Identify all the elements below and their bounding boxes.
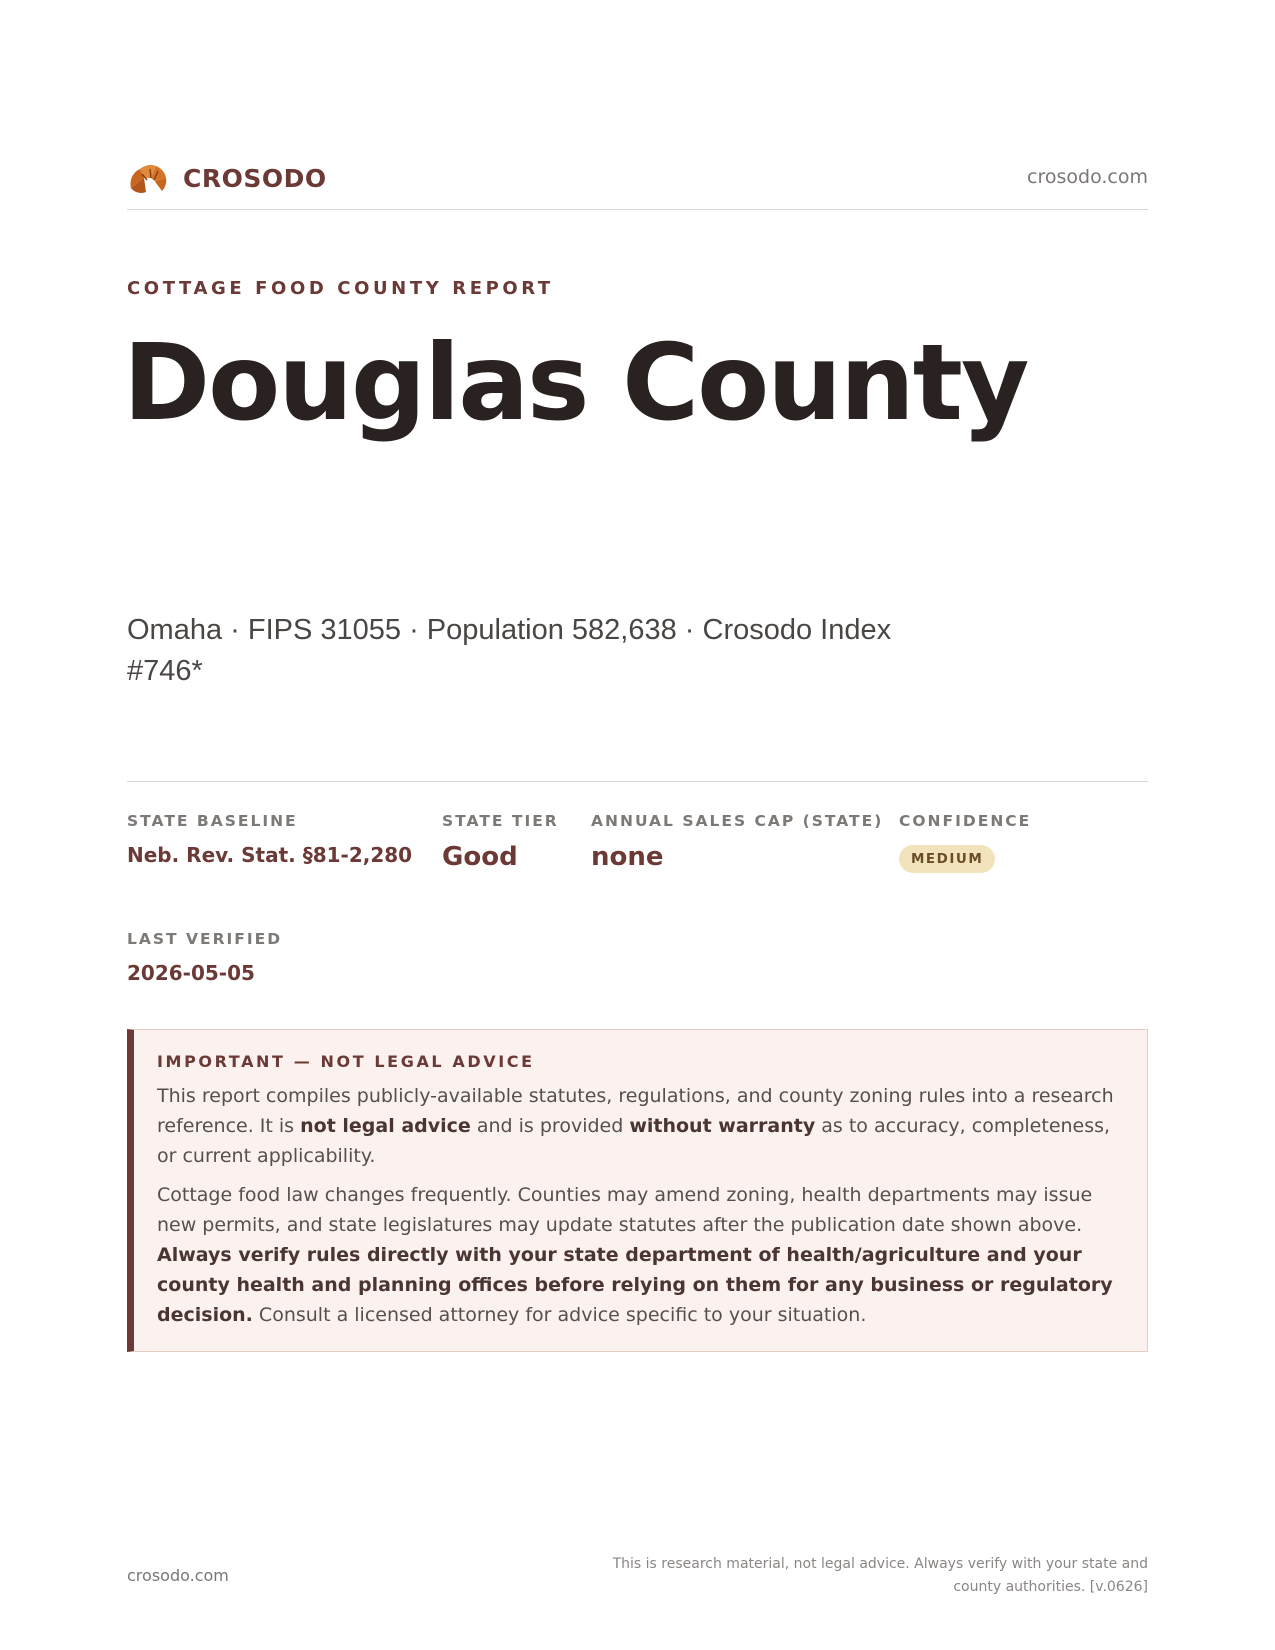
confidence-badge: MEDIUM	[899, 845, 995, 873]
field-label: CONFIDENCE	[899, 812, 1032, 830]
brand-name: CROSODO	[183, 163, 327, 193]
notice-text: This report compiles publicly-available statutes, regulations, and county zoning rules into a research reference. It is	[157, 1085, 1114, 1137]
report-subtitle: Omaha · FIPS 31055 · Population 582,638 · Crosodo Index #746*	[127, 614, 892, 687]
field-value: 2026-05-05	[127, 961, 255, 985]
field-last-verified	[127, 930, 282, 985]
page-header	[127, 158, 1148, 210]
brand[interactable]	[127, 158, 327, 198]
croissant-icon	[127, 158, 169, 198]
header-site-link[interactable]: crosodo.com	[1027, 166, 1148, 188]
field-label: STATE TIER	[442, 812, 559, 830]
notice-emphasis: without warranty	[629, 1115, 816, 1137]
field-value: none	[591, 842, 664, 872]
footer-site-link[interactable]: crosodo.com	[127, 1566, 229, 1585]
page-title: Douglas County	[123, 322, 1028, 444]
notice-emphasis: Always verify rules directly with your state department of health/agriculture and your county health and planning offices before relying on them for any business or regulatory decision.	[157, 1244, 1113, 1326]
field-label: ANNUAL SALES CAP (STATE)	[591, 812, 884, 830]
field-value: Neb. Rev. Stat. §81-2,280	[127, 843, 413, 867]
field-confidence	[899, 812, 1031, 873]
notice-paragraph-2	[157, 1180, 1123, 1330]
field-state-tier	[442, 812, 559, 872]
notice-text: as to accuracy, completeness, or current applicability.	[157, 1115, 1111, 1167]
field-label: STATE BASELINE	[127, 812, 298, 830]
section-divider	[127, 781, 1148, 782]
report-page	[123, 0, 1148, 1650]
notice-text: Cottage food law changes frequently. Counties may amend zoning, health departments may issue new permits, and state legislatures may update statutes after the publication date shown above.	[157, 1184, 1093, 1236]
report-eyebrow: COTTAGE FOOD COUNTY REPORT	[127, 278, 554, 299]
footer-disclaimer: This is research material, not legal advice. Always verify with your state and county authorities. [v.0626]	[612, 1556, 1148, 1595]
field-value: Good	[442, 842, 518, 872]
field-sales-cap	[591, 812, 883, 872]
notice-text: Consult a licensed attorney for advice specific to your situation.	[252, 1304, 867, 1326]
notice-emphasis: not legal advice	[300, 1115, 471, 1137]
notice-paragraph-1	[157, 1081, 1123, 1171]
field-label: LAST VERIFIED	[127, 930, 283, 948]
field-state-baseline	[127, 812, 412, 867]
notice-title: IMPORTANT — NOT LEGAL ADVICE	[157, 1052, 535, 1071]
notice-text: and is provided	[470, 1115, 630, 1137]
legal-notice	[127, 1029, 1148, 1352]
